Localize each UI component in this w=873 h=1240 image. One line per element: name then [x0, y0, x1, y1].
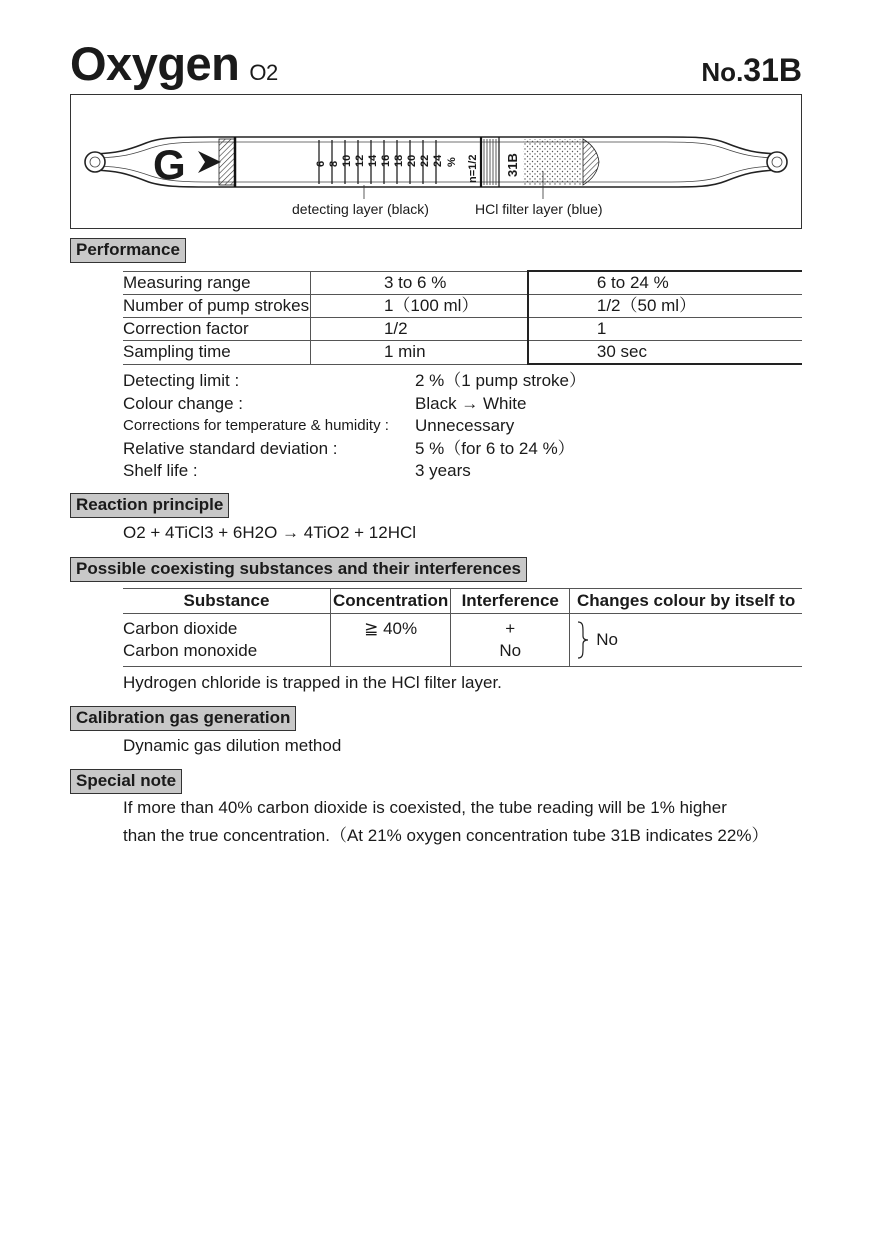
interferences-heading: Possible coexisting substances and their interferences: [70, 557, 527, 582]
performance-heading: Performance: [70, 238, 186, 263]
table-row: [123, 318, 802, 341]
brand-logo-g: G: [153, 141, 186, 188]
scale-label-16: 16: [380, 154, 392, 167]
right-brace-icon: [576, 620, 590, 660]
left-tube-tip: [85, 152, 105, 172]
scale-label-percent: %: [446, 157, 458, 167]
property-label: Shelf life :: [123, 461, 198, 480]
row-label: Measuring range: [123, 271, 310, 295]
substance-name: Carbon dioxide: [123, 619, 238, 638]
property-label: Relative standard deviation :: [123, 438, 338, 458]
scale-label-18: 18: [393, 154, 405, 167]
interference-value: No: [499, 641, 522, 660]
interference-value: +: [505, 619, 516, 638]
scale-label-8: 8: [328, 160, 340, 167]
scale-label-6: 6: [315, 160, 327, 167]
cell-value: 30 sec: [528, 341, 802, 365]
cell-value: 6 to 24 %: [528, 271, 802, 295]
scale-label-10: 10: [341, 154, 353, 167]
reaction-heading: Reaction principle: [70, 493, 229, 518]
calibration-text: Dynamic gas dilution method: [123, 736, 342, 755]
tube-illustration-frame: [70, 94, 802, 229]
property-value: 2 %（1 pump stroke）: [415, 371, 587, 390]
changes-colour-value: No: [596, 630, 618, 649]
column-header: Interference: [451, 589, 570, 614]
property-label: Colour change :: [123, 393, 244, 413]
column-header: Changes colour by itself to: [570, 589, 802, 614]
performance-table: [123, 270, 802, 365]
column-header: Concentration: [331, 589, 451, 614]
tube-number-value: 31B: [743, 52, 802, 88]
table-row: [123, 341, 802, 365]
cell-value: 1/2（50 ml）: [528, 295, 802, 318]
table-row: [123, 271, 802, 295]
special-note-line-1: If more than 40% carbon dioxide is coexisted, the tube reading will be 1% higher: [123, 798, 727, 817]
property-label: Detecting limit :: [123, 371, 240, 390]
property-label: Corrections for temperature & humidity :: [123, 417, 389, 434]
scale-label-14: 14: [367, 154, 379, 167]
scale-label-24: 24: [432, 154, 444, 167]
row-label: Number of pump strokes: [123, 295, 310, 318]
interference-note: Hydrogen chloride is trapped in the HCl filter layer.: [123, 673, 502, 692]
title-formula: O2: [249, 60, 278, 85]
scale-label-20: 20: [406, 154, 418, 167]
table-row: [123, 295, 802, 318]
filter-layer-caption: HCl filter layer (blue): [475, 201, 603, 217]
title-text: Oxygen: [70, 37, 240, 90]
row-label: Sampling time: [123, 341, 310, 365]
detecting-layer-caption: detecting layer (black): [292, 201, 429, 217]
property-value: Black → White: [415, 393, 527, 413]
concentration-value: ≧ 40%: [364, 619, 418, 638]
special-note-heading: Special note: [70, 769, 182, 794]
detector-tube-diagram: [71, 95, 801, 228]
table-header-row: [123, 589, 802, 614]
substance-name: Carbon monoxide: [123, 641, 258, 660]
left-plug: [219, 139, 235, 185]
cell-value: 1/2: [383, 319, 408, 338]
page-title: [70, 36, 278, 91]
cell-value: 3 to 6 %: [383, 272, 447, 292]
cell-value: 1（100 ml）: [383, 296, 479, 315]
table-row: [123, 614, 802, 667]
right-tube-tip: [767, 152, 787, 172]
cell-value: 1: [528, 318, 802, 341]
hcl-filter-layer: [523, 139, 581, 185]
calibration-heading: Calibration gas generation: [70, 706, 296, 731]
scale-label-22: 22: [419, 154, 431, 167]
cell-value: 1 min: [383, 342, 426, 362]
interferences-table: [123, 588, 802, 667]
tube-number: [701, 52, 802, 89]
property-value: Unnecessary: [415, 416, 515, 435]
property-value: 3 years: [415, 461, 471, 480]
special-note-line-2: than the true concentration.（At 21% oxygen concentration tube 31B indicates 22%）: [123, 826, 769, 845]
column-header: Substance: [123, 589, 331, 614]
n-half-label: n=1/2: [467, 154, 479, 183]
tube-code-label: 31B: [505, 153, 520, 177]
reaction-equation: O2 + 4TiCl3 + 6H2O → 4TiO2 + 12HCl: [123, 523, 417, 542]
scale-label-12: 12: [354, 154, 366, 167]
row-label: Correction factor: [123, 318, 310, 341]
tube-number-prefix: No.: [701, 57, 744, 87]
property-value: 5 %（for 6 to 24 %）: [415, 438, 575, 458]
